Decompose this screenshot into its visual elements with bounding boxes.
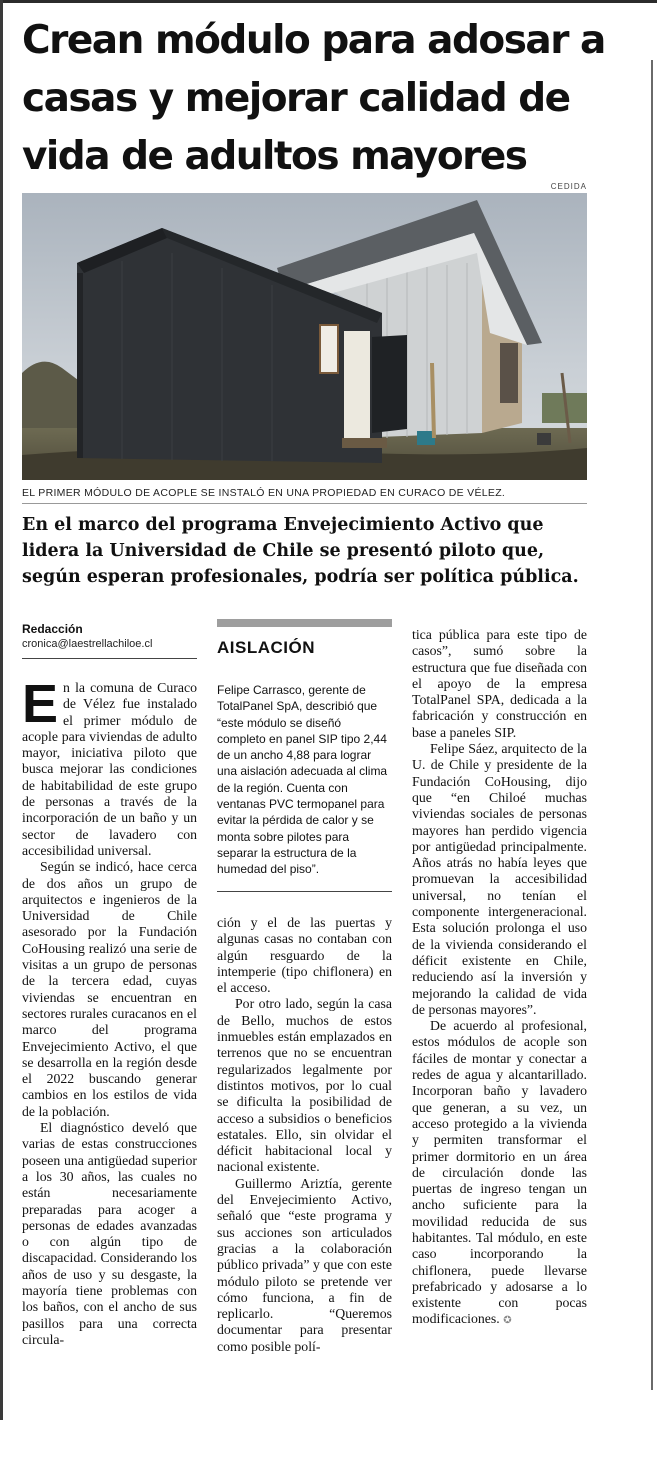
paragraph	[22, 674, 197, 859]
photo-caption: EL PRIMER MÓDULO DE ACOPLE SE INSTALÓ EN UNA PROPIEDAD EN CURACO DE VÉLEZ.	[22, 487, 506, 499]
paragraph: Según se indicó, hace cerca de dos años un grupo de arquitectos e ingenieros de la Universidad de Chile asesorado por la Fundación CoHousing realizó una serie de visitas a un grupo de personas de la tercera edad, cuyas viviendas se encuentran en sectores rurales curacanos en el marco del programa Envejecimiento Activo, el que se desarrolla en la región desde el 2022 buscando generar cambios en los estilos de vida de la población.	[22, 859, 197, 1119]
paragraph-text: n la comuna de Curaco de Vélez fue instalado el primer módulo de acople para viviendas de adulto mayor, iniciativa piloto que busca mejorar las condiciones de habitabilidad de este grupo de personas a través de la incorporación de un baño y un sector de lavadero con accesibilidad universal.	[22, 680, 197, 858]
byline-author: Redacción	[22, 622, 83, 636]
article-photo	[22, 193, 587, 480]
sidebar-accent-bar	[217, 619, 392, 627]
byline-email: cronica@laestrellachiloe.cl	[22, 638, 153, 650]
paragraph: Por otro lado, según la casa de Bello, muchos de estos inmuebles están emplazados en terrenos que no se encuentran regularizados legalmente por distintos motivos, por lo cual se dificulta la posibilidad de acceso a subsidios o beneficios estatales. Ello, sin olvidar el déficit habitacional local y nacional existente.	[217, 996, 392, 1175]
scan-border-left	[0, 0, 3, 1420]
article-column-1	[22, 674, 197, 1348]
article-column-2	[217, 915, 392, 1355]
scan-border-right	[651, 60, 653, 1390]
deck-summary: En el marco del programa Envejecimiento Activo que lidera la Universidad de Chile se presentó piloto que, según esperan profesionales, podría ser política pública.	[22, 515, 579, 587]
headline: Crean módulo para adosar a casas y mejorar calidad de vida de adultos mayores	[22, 18, 605, 179]
paragraph: Felipe Sáez, arquitecto de la U. de Chile y presidente de la Fundación CoHousing, dijo que “en Chiloé muchas viviendas sociales de personas mayores han perdido vigencia por antigüedad principalmente. Años atrás no había leyes que promuevan la accesibilidad universal, no tenían el componente intergeneracional. Esta solución prolonga el uso de la vivienda considerando el déficit existente en Chile, reduciendo así la inversión y mejorando la calidad de vida de personas mayores”.	[412, 741, 587, 1017]
drop-cap: E	[22, 674, 59, 734]
sidebar-divider	[217, 891, 392, 892]
scan-border-top	[0, 0, 657, 3]
paragraph: ción y el de las puertas y algunas casas no contaban con algún resguardo de la intemperie (tipo chiflonera) en el acceso.	[217, 915, 392, 996]
paragraph-text: De acuerdo al profesional, estos módulos de acople son fáciles de montar y conectar a redes de agua y alcantarillado. Incorporan baño y lavadero que generan, a su vez, un acceso protegido a la vivienda y permiten transformar el primer dormitorio en un área de circulación donde las puertas de ingreso tengan un ancho suficiente para la movilidad reducida de sus habitantes. Tal módulo, en este caso incorporando la chiflonera, puede llevarse prefabricado y adosarse a lo existente con pocas modificaciones.	[412, 1018, 587, 1327]
caption-divider	[22, 503, 587, 504]
paragraph: El diagnóstico develó que varias de estas construcciones poseen una antigüedad superior a los 30 años, las cuales no están necesariamente preparadas para acoger a personas de edades avanzadas o con algún tipo de discapacidad. Considerando los años de uso y su desgaste, la mayoría tiene problemas con los baños, con el ancho de sus pasillos para una correcta circula-	[22, 1120, 197, 1347]
paragraph: Guillermo Ariztía, gerente del Envejecimiento Activo, señaló que “este programa y sus acciones son articulados gracias a la colaboración público privada” y que con este módulo piloto se pretende ver cómo funciona, a fin de replicarlo. “Queremos documentar para presentar como posible polí-	[217, 1175, 392, 1354]
end-of-article-icon: ✪	[503, 1315, 512, 1327]
paragraph	[412, 1018, 587, 1330]
article-column-3	[412, 627, 587, 1330]
photo-credit: CEDIDA	[550, 182, 587, 191]
paragraph: tica pública para este tipo de casos”, sumó sobre la estructura que fue diseñada con el apoyo de la empresa TotalPanel SPA, dedicada a la fabricación y construcción en base a paneles SIP.	[412, 627, 587, 740]
sidebar-title: AISLACIÓN	[217, 638, 315, 657]
byline-divider	[22, 658, 197, 659]
sidebar-text: Felipe Carrasco, gerente de TotalPanel SpA, describió que “este módulo se diseñó completo en panel SIP tipo 2,44 de un ancho 4,88 para lograr una aislación adecuada al clima de la región. Cuenta con ventanas PVC termopanel para evitar la pérdida de calor y se monta sobre pilotes para separar la estructura de la humedad del piso”.	[217, 683, 388, 877]
byline	[22, 622, 197, 652]
